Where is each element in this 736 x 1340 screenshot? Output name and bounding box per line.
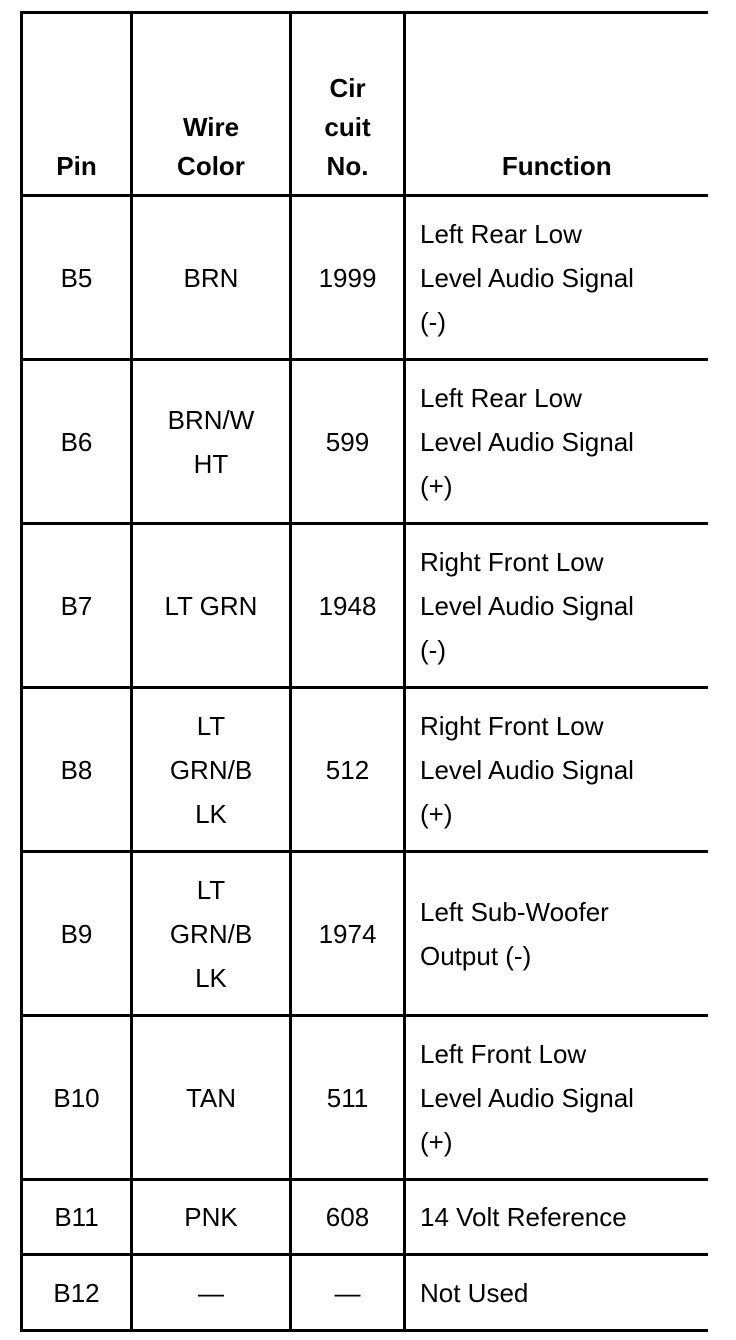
wire-color-cell: BRN: [132, 196, 291, 360]
header-function: Function: [405, 13, 708, 196]
wire-color-cell: LT GRN/B LK: [132, 688, 291, 852]
table-row: [22, 852, 708, 1016]
circuit-cell: 1974: [291, 852, 405, 1016]
connector-pinout-table: [20, 11, 708, 1332]
wire-color-cell: LT GRN: [132, 524, 291, 688]
pin-cell: B10: [22, 1016, 132, 1180]
function-cell: Not Used: [405, 1255, 708, 1331]
header-wire-color: Wire Color: [132, 13, 291, 196]
circuit-cell: 1948: [291, 524, 405, 688]
header-pin: Pin: [22, 13, 132, 196]
circuit-cell: 608: [291, 1180, 405, 1255]
table-row: [22, 360, 708, 524]
function-cell: Left Rear Low Level Audio Signal (+): [405, 360, 708, 524]
wire-color-cell: —: [132, 1255, 291, 1331]
connector-table-wrapper: [20, 11, 708, 1332]
table-row: [22, 688, 708, 852]
wire-color-cell: TAN: [132, 1016, 291, 1180]
function-cell: Left Sub-Woofer Output (-): [405, 852, 708, 1016]
wire-color-cell: BRN/W HT: [132, 360, 291, 524]
circuit-cell: 511: [291, 1016, 405, 1180]
pin-cell: B11: [22, 1180, 132, 1255]
pin-cell: B6: [22, 360, 132, 524]
pin-cell: B5: [22, 196, 132, 360]
circuit-cell: —: [291, 1255, 405, 1331]
table-row: [22, 524, 708, 688]
circuit-cell: 512: [291, 688, 405, 852]
table-row: [22, 196, 708, 360]
circuit-cell: 599: [291, 360, 405, 524]
circuit-cell: 1999: [291, 196, 405, 360]
table-row: [22, 1016, 708, 1180]
function-cell: Left Front Low Level Audio Signal (+): [405, 1016, 708, 1180]
header-row: [22, 13, 708, 196]
wire-color-cell: LT GRN/B LK: [132, 852, 291, 1016]
function-cell: 14 Volt Reference: [405, 1180, 708, 1255]
function-cell: Left Rear Low Level Audio Signal (-): [405, 196, 708, 360]
pin-cell: B12: [22, 1255, 132, 1331]
table-row: [22, 1180, 708, 1255]
function-cell: Right Front Low Level Audio Signal (+): [405, 688, 708, 852]
pin-cell: B7: [22, 524, 132, 688]
header-circuit-no: Cir cuit No.: [291, 13, 405, 196]
table-row: [22, 1255, 708, 1331]
function-cell: Right Front Low Level Audio Signal (-): [405, 524, 708, 688]
pin-cell: B9: [22, 852, 132, 1016]
pin-cell: B8: [22, 688, 132, 852]
wire-color-cell: PNK: [132, 1180, 291, 1255]
